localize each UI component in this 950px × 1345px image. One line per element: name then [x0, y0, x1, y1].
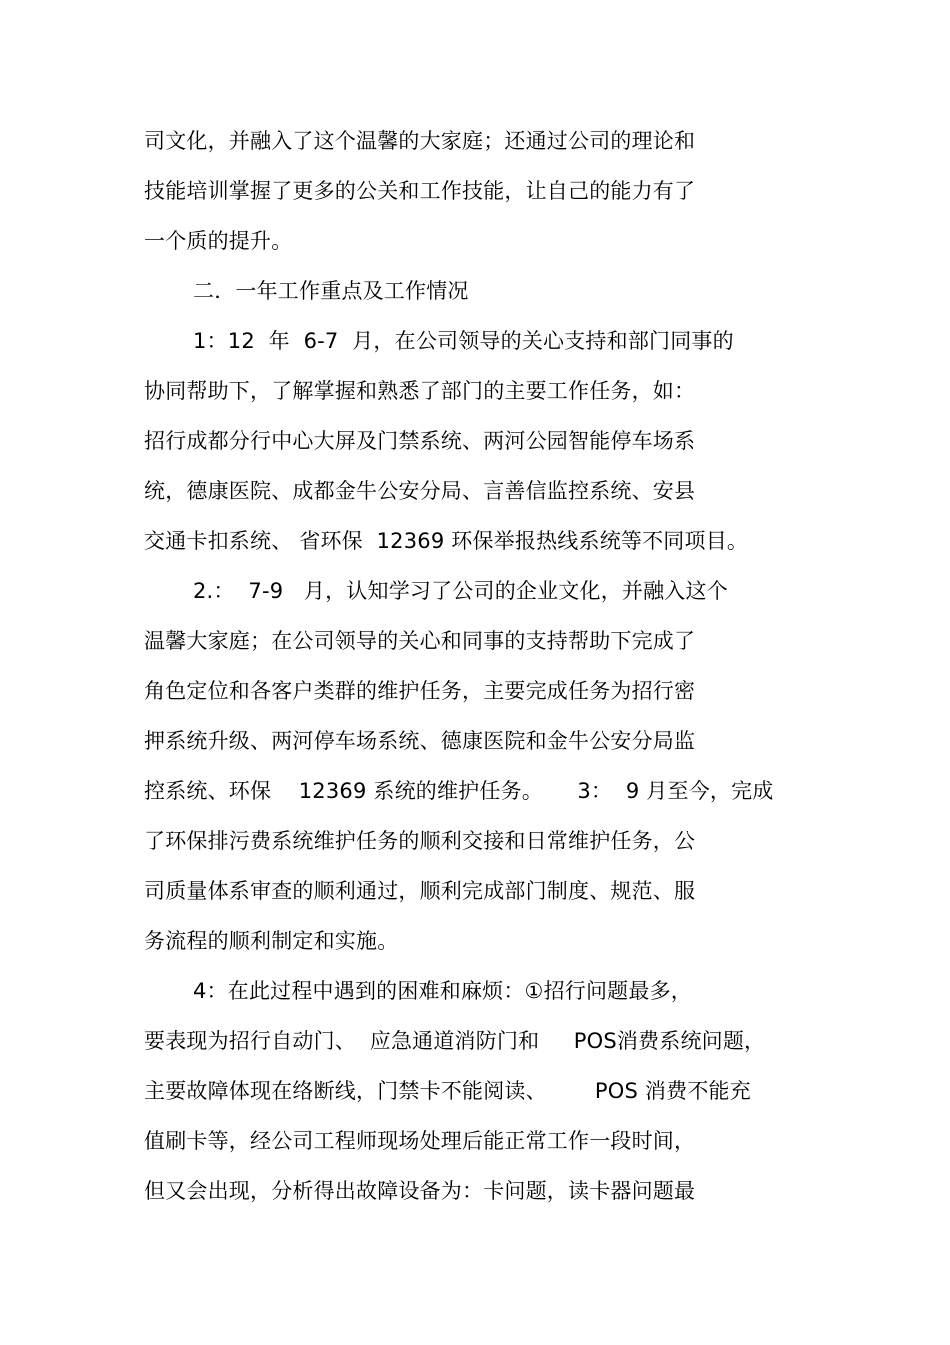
text-line-17: 务流程的顺利制定和实施。	[144, 929, 399, 953]
text-line-20: 主要故障体现在络断线，门禁卡不能阅读、 POS 消费不能充	[144, 1079, 751, 1103]
text-line-2: 技能培训掌握了更多的公关和工作技能，让自己的能力有了	[144, 179, 696, 203]
section-heading: 二．一年工作重点及工作情况	[193, 279, 469, 303]
text-line-3: 一个质的提升。	[144, 229, 293, 253]
text-line-15: 了环保排污费系统维护任务的顺利交接和日常维护任务，公	[144, 829, 696, 853]
text-line-10: 2.： 7-9 月，认知学习了公司的企业文化，并融入这个	[193, 579, 728, 603]
text-line-6: 协同帮助下，了解掌握和熟悉了部门的主要工作任务，如：	[144, 379, 696, 403]
text-line-8: 统，德康医院、成都金牛公安分局、言善信监控系统、安县	[144, 479, 696, 503]
text-line-7: 招行成都分行中心大屏及门禁系统、两河公园智能停车场系	[144, 429, 696, 453]
text-line-22: 但又会出现，分析得出故障设备为：卡问题，读卡器问题最	[144, 1179, 696, 1203]
text-line-12: 角色定位和各客户类群的维护任务，主要完成任务为招行密	[144, 679, 696, 703]
text-line-21: 值刷卡等，经公司工程师现场处理后能正常工作一段时间，	[144, 1129, 696, 1153]
text-line-14: 控系统、环保 12369 系统的维护任务。 3： 9 月至今，完成	[144, 779, 774, 803]
text-line-16: 司质量体系审查的顺利通过，顺利完成部门制度、规范、服	[144, 879, 696, 903]
text-line-5: 1：12 年 6-7 月，在公司领导的关心支持和部门同事的	[193, 329, 734, 353]
text-line-11: 温馨大家庭；在公司领导的关心和同事的支持帮助下完成了	[144, 629, 696, 653]
text-line-18: 4：在此过程中遇到的困难和麻烦：①招行问题最多，	[193, 979, 692, 1003]
text-line-1: 司文化，并融入了这个温馨的大家庭；还通过公司的理论和	[144, 129, 696, 153]
text-line-19: 要表现为招行自动门、 应急通道消防门和 POS消费系统问题，	[144, 1029, 766, 1053]
text-line-9: 交通卡扣系统、 省环保 12369 环保举报热线系统等不同项目。	[144, 529, 749, 553]
text-line-13: 押系统升级、两河停车场系统、德康医院和金牛公安分局监	[144, 729, 696, 753]
